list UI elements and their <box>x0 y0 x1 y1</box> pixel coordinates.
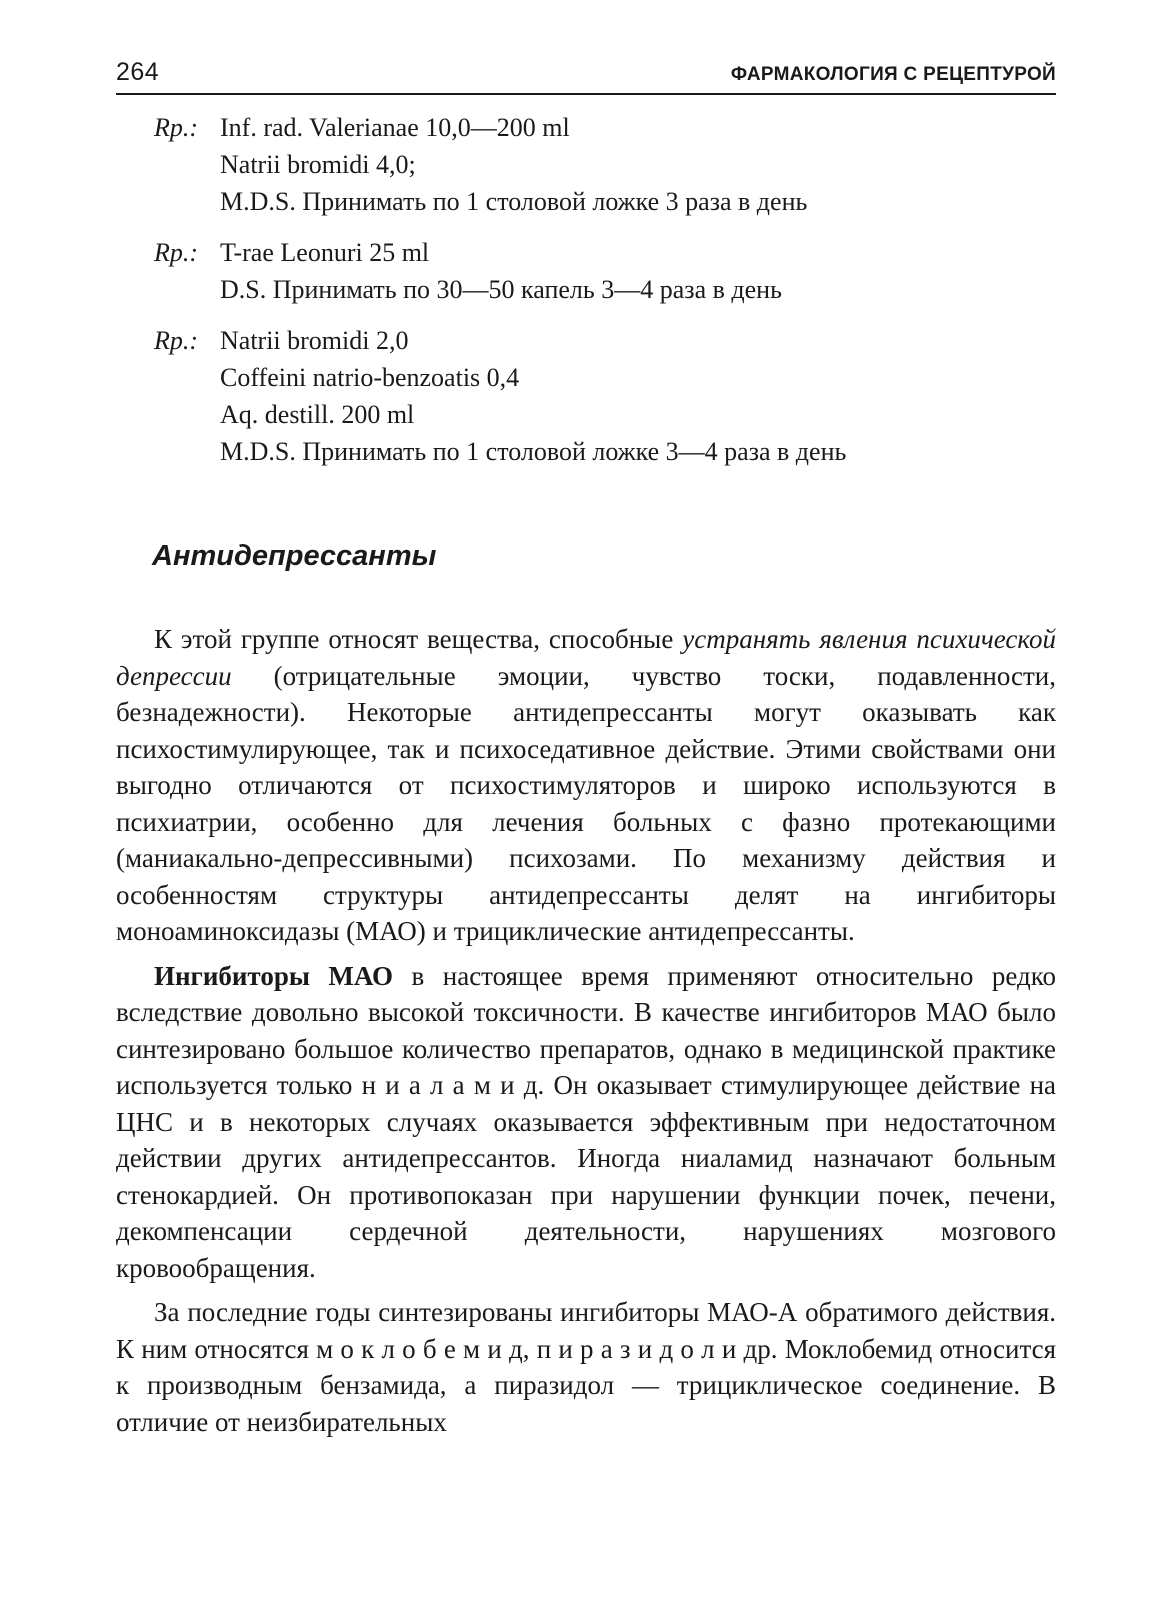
prescription-line: Aq. destill. 200 ml <box>220 400 415 429</box>
section-heading: Антидепрессанты <box>152 540 437 572</box>
prescription-label: Rp.: <box>154 326 199 355</box>
prescription-lines <box>220 322 846 470</box>
prescription <box>154 234 1056 308</box>
book-page <box>116 58 1056 1448</box>
paragraph <box>116 958 1056 1287</box>
paragraph-text: К этой группе относят вещества, способные <box>154 624 683 654</box>
prescription-lines <box>220 109 807 220</box>
paragraph <box>116 621 1056 950</box>
prescription-line: T-rae Leonuri 25 ml <box>220 238 430 267</box>
prescription <box>154 322 1056 470</box>
prescription-line: M.D.S. Принимать по 1 столовой ложке 3 раза в день <box>220 187 808 216</box>
prescription-line: D.S. Принимать по 30—50 капель 3—4 раза в день <box>220 275 782 304</box>
paragraph <box>116 1294 1056 1440</box>
emphasis-text: устранять явления психической депрессии <box>116 624 1056 691</box>
prescription <box>154 109 1056 220</box>
paragraph-text: (отрицательные эмоции, чувство тоски, подавленности, безнадежности). Некоторые антидепрессанты могут оказывать как психостимулирующее, так и психоседативное действие. Этими свойствами они выгодно отличаются от психостимуляторов и широко используются в психиатрии, особенно для лечения больных с фазно протекающими (маниакально-депрессивными) психозами. По механизму действия и особенностям структуры антидепрессанты делят на ингибиторы моноаминоксидазы (МАО) и трициклические антидепрессанты. <box>116 660 1056 946</box>
prescription-label: Rp.: <box>154 113 199 142</box>
prescription-line: Natrii bromidi 2,0 <box>220 326 409 355</box>
bold-term: Ингибиторы МАО <box>154 960 394 991</box>
prescription-line: Natrii bromidi 4,0; <box>220 150 416 179</box>
page-number: 264 <box>116 58 160 86</box>
prescription-line: M.D.S. Принимать по 1 столовой ложке 3—4 раза в день <box>220 437 847 466</box>
body-text <box>116 621 1056 1440</box>
prescription-lines <box>220 234 782 308</box>
paragraph-text: в настоящее время применяют относительно редко вследствие довольно высокой токсичности. В качестве ингибиторов МАО было синтезировано большое количество препаратов, однако в медицинской практике используется только н и а л а м и д. Он оказывает стимулирующее действие на ЦНС и в некоторых случаях оказывается эффективным при недостаточном действии других антидепрессантов. Иногда ниаламид назначают больным стенокардией. Он противопоказан при нарушении функции почек, печени, декомпенсации сердечной деятельности, нарушениях мозгового кровообращения. <box>116 960 1057 1283</box>
prescription-label: Rp.: <box>154 238 199 267</box>
prescription-line: Coffeini natrio-benzoatis 0,4 <box>220 363 520 392</box>
running-title: ФАРМАКОЛОГИЯ С РЕЦЕПТУРОЙ <box>730 64 1056 85</box>
prescription-line: Inf. rad. Valerianae 10,0—200 ml <box>220 113 570 142</box>
paragraph-text: За последние годы синтезированы ингибиторы МАО-А обратимого действия. К ним относятся м о к л о б е м и д, п и р а з и д о л и др. Моклобемид относится к производным бензамида, а пиразидол — трициклическое соединение. В отличие от неизбирательных <box>116 1297 1056 1437</box>
prescription-list <box>154 109 1056 470</box>
running-header <box>116 58 1056 95</box>
